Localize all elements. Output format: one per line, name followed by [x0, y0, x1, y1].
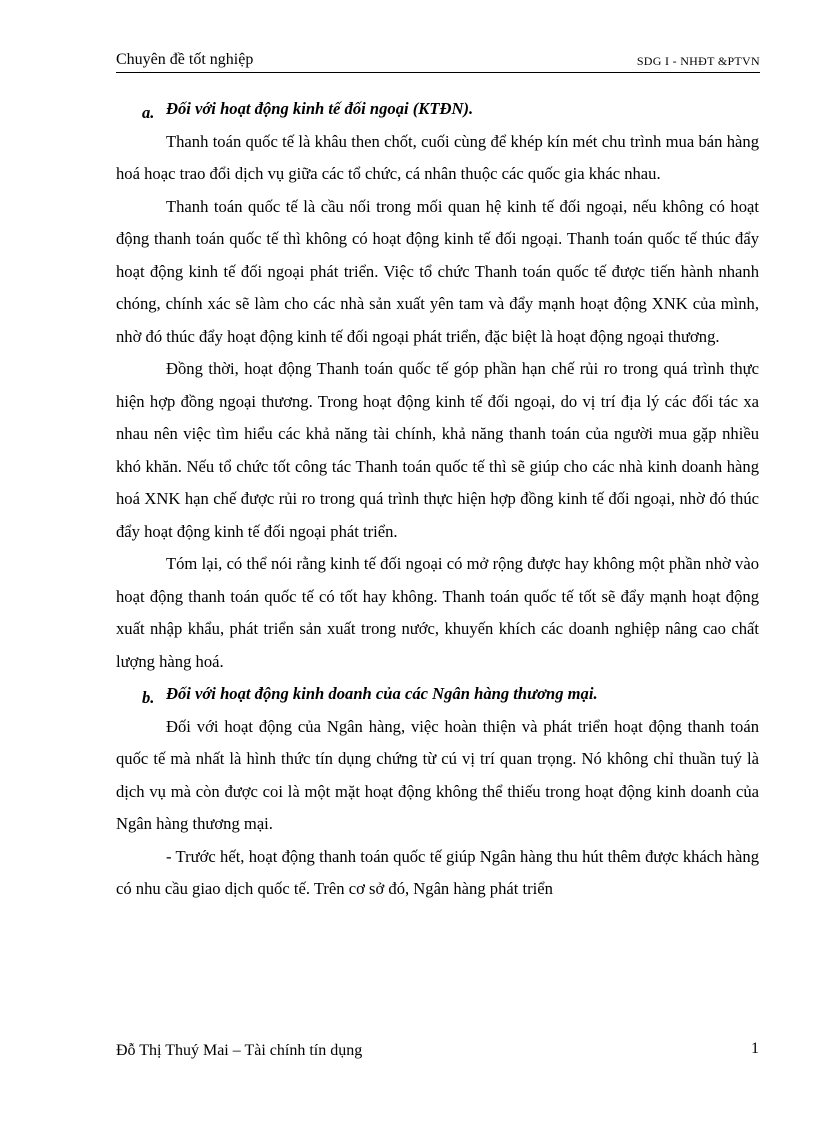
paragraph: - Trước hết, hoạt động thanh toán quốc tế giúp Ngân hàng thu hút thêm được khách hàng có nhu cầu giao dịch quốc tế. Trên cơ sở đó, Ngân hàng phát triển — [116, 846, 759, 898]
section-a-heading — [116, 93, 759, 126]
section-a-marker: a. — [142, 103, 155, 122]
section-b-title: Đối với hoạt động kinh doanh của các Ngân hàng thương mại. — [166, 684, 598, 703]
page-number: 1 — [751, 1040, 759, 1057]
document-body — [116, 93, 759, 906]
paragraph: Thanh toán quốc tế là cầu nối trong mối quan hệ kinh tế đối ngoại, nếu không có hoạt động thanh toán quốc tế thì không có hoạt động kinh tế đối ngoại. Thanh toán quốc tế thúc đẩy hoạt động kinh tế đối ngoại phát triển. Việc tổ chức Thanh toán quốc tế được tiến hành nhanh chóng, chính xác sẽ làm cho các nhà sản xuất yên tam và đẩy mạnh hoạt động XNK của mình, nhờ đó thúc đẩy hoạt động kinh tế đối ngoại phát triển, đặc biệt là hoạt động ngoại thương. — [116, 196, 759, 346]
paragraph: Đối với hoạt động của Ngân hàng, việc hoàn thiện và phát triển hoạt động thanh toán quốc tế mà nhất là hình thức tín dụng chứng từ cú vị trí quan trọng. Nó không chỉ thuần tuý là dịch vụ mà còn được coi là một mặt hoạt động không thể thiếu trong hoạt động kinh doanh của Ngân hàng thương mại. — [116, 716, 759, 833]
section-a-title: Đối với hoạt động kinh tế đối ngoại (KTĐN). — [166, 99, 474, 118]
paragraph: Thanh toán quốc tế là khâu then chốt, cuối cùng để khép kín mét chu trình mua bán hàng hoá hoạc trao đổi dịch vụ giữa các tổ chức, cá nhân thuộc các quốc gia khác nhau. — [116, 131, 759, 183]
header-org: SDG I - NHĐT &PTVN — [636, 54, 760, 68]
paragraph: Tóm lại, có thể nói rằng kinh tế đối ngoại có mở rộng được hay không một phần nhờ vào hoạt động thanh toán quốc tế có tốt hay không. Thanh toán quốc tế tốt sẽ đẩy mạnh hoạt động xuất nhập khẩu, phát triển sản xuất trong nước, khuyến khích các doanh nghiệp nâng cao chất lượng hàng hoá. — [116, 554, 759, 671]
section-b-heading — [116, 678, 759, 711]
paragraph: Đồng thời, hoạt động Thanh toán quốc tế góp phần hạn chế rủi ro trong quá trình thực hiện hợp đồng ngoại thương. Trong hoạt động kinh tế đối ngoại, do vị trí địa lý các đối tác xa nhau nên việc tìm hiểu các khả năng tài chính, khả năng thanh toán của người mua gặp nhiều khó khăn. Nếu tổ chức tốt công tác Thanh toán quốc tế thì sẽ giúp cho các nhà kinh doanh hàng hoá XNK hạn chế được rủi ro trong quá trình thực hiện hợp đồng kinh tế đối ngoại, nhờ đó thúc đẩy hoạt động kinh tế đối ngoại phát triển. — [116, 359, 759, 541]
header-title: Chuyên đề tốt nghiệp — [116, 51, 254, 68]
page-header — [116, 50, 760, 73]
section-b-marker: b. — [142, 688, 155, 707]
footer-author: Đỗ Thị Thuý Mai – Tài chính tín dụng — [116, 1042, 363, 1059]
